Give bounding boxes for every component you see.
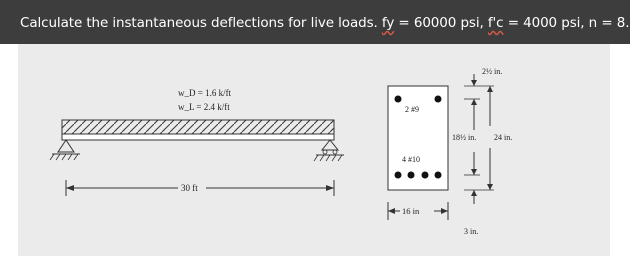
- question-text: [20, 15, 629, 31]
- effective-depth-label: 18½ in.: [452, 133, 477, 142]
- beam: [62, 134, 334, 140]
- span-label: 30 ft: [181, 183, 198, 193]
- pin-support-left: [50, 140, 80, 160]
- live-load-label: w_L = 2.4 k/ft: [178, 102, 230, 112]
- bottom-bar-3: [422, 172, 429, 179]
- top-bars-label: 2 #9: [405, 105, 419, 114]
- top-bar-left: [395, 96, 402, 103]
- width-label: 16 in: [402, 206, 420, 216]
- bottom-bars-label: 4 #10: [402, 155, 420, 164]
- bottom-bar-1: [395, 172, 402, 179]
- question-fy-value: = 60000 psi,: [394, 15, 488, 31]
- question-header: [0, 0, 630, 44]
- beam-figure: [18, 44, 610, 256]
- roller-support-right: [314, 140, 344, 161]
- fy-symbol: fy: [381, 15, 395, 31]
- span-dimension: [66, 180, 334, 196]
- bottom-cover-label: 3 in.: [464, 227, 479, 236]
- distributed-load-band: [62, 120, 334, 134]
- total-depth-label: 24 in.: [494, 133, 513, 142]
- beam-diagram: [18, 44, 610, 256]
- dead-load-label: w_D = 1.6 k/ft: [178, 88, 232, 98]
- top-bar-right: [435, 96, 442, 103]
- bottom-bar-4: [435, 172, 442, 179]
- fc-symbol: f'c: [487, 15, 504, 31]
- bottom-bar-2: [408, 172, 415, 179]
- question-prefix: Calculate the instantaneous deflections for live loads.: [20, 15, 382, 31]
- top-cover-label: 2½ in.: [482, 67, 503, 76]
- question-fc-value: = 4000 psi, n = 8.: [503, 15, 630, 31]
